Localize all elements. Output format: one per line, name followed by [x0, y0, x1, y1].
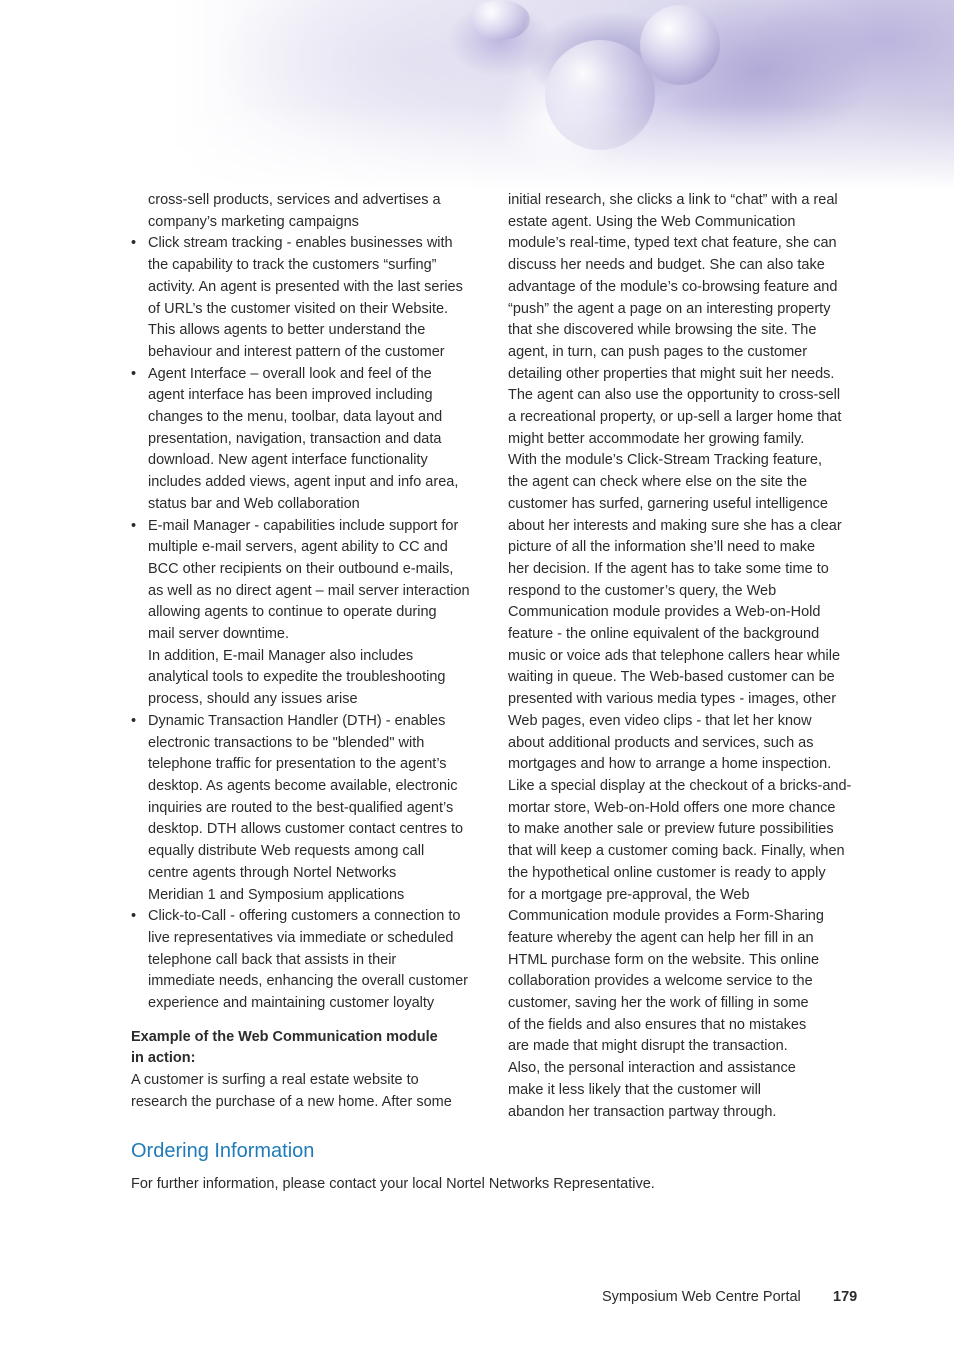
- body-text-line: the hypothetical online customer is ready to apply: [508, 864, 826, 881]
- bullet-marker: •: [131, 712, 137, 729]
- body-text-line: collaboration provides a welcome service to the: [508, 973, 813, 990]
- body-text-line: customer, saving her the work of filling in some: [508, 995, 809, 1012]
- header-decorative-image: [0, 0, 954, 190]
- bullet-marker: •: [131, 517, 137, 534]
- page-number: 179: [833, 1289, 858, 1305]
- bullet-item: [131, 233, 486, 363]
- example-heading: [131, 1027, 486, 1070]
- bullet-item: [131, 711, 486, 906]
- body-text-line: about her interests and making sure she has a clear: [508, 517, 842, 534]
- bullet-text-line: centre agents through Nortel Networks: [148, 864, 397, 881]
- text-line: cross-sell products, services and advertises a: [148, 192, 441, 208]
- bullet-first-line: [131, 711, 486, 733]
- body-text-line: music or voice ads that telephone callers hear while: [508, 647, 841, 664]
- body-text-line: her decision. If the agent has to take some time to: [508, 560, 829, 577]
- bullet-text-line: allowing agents to continue to operate during: [148, 604, 437, 621]
- bullet-first-line: [131, 364, 486, 386]
- left-column: [131, 190, 486, 1114]
- bullet-text-line: of URL’s the customer visited on their Website.: [148, 300, 449, 317]
- body-text-line: presented with various media types - images, other: [508, 691, 837, 708]
- body-text-line: might better accommodate her growing family.: [508, 430, 805, 447]
- body-text-line: Also, the personal interaction and assistance: [508, 1060, 796, 1077]
- bullet-text-line: behaviour and interest pattern of the customer: [148, 343, 445, 360]
- body-text-line: discuss her needs and budget. She can also take: [508, 257, 825, 274]
- continuation-text: [131, 190, 486, 233]
- footer-title: Symposium Web Centre Portal: [602, 1289, 801, 1305]
- body-text-line: customer has surfed, garnering useful intelligence: [508, 495, 828, 512]
- body-text-line: about additional products and services, such as: [508, 734, 814, 751]
- bullet-text-line: the capability to track the customers “surfing”: [148, 257, 437, 274]
- bullet-text-line: Meridian 1 and Symposium applications: [148, 886, 405, 903]
- body-text-line: Web pages, even video clips - that let her know: [508, 712, 812, 729]
- body-text-line: The agent can also use the opportunity to cross-sell: [508, 387, 841, 404]
- bullet-text-line: electronic transactions to be "blended" with: [148, 734, 425, 751]
- body-text-line: advantage of the module’s co-browsing feature and: [508, 278, 838, 295]
- bullet-text-line: analytical tools to expedite the troubleshooting: [148, 669, 446, 686]
- body-text-line: Communication module provides a Web-on-Hold: [508, 604, 821, 621]
- header-bubble-shape: [545, 40, 655, 150]
- body-text-line: estate agent. Using the Web Communication: [508, 213, 796, 230]
- bullet-text-line: immediate needs, enhancing the overall customer: [148, 973, 468, 990]
- bullet-first-line: [131, 906, 486, 928]
- example-paragraph: [131, 1070, 486, 1113]
- bullet-text-line: live representatives via immediate or scheduled: [148, 929, 454, 946]
- body-text-line: are made that might disrupt the transaction.: [508, 1038, 788, 1055]
- bullet-text-line: E-mail Manager - capabilities include support for: [148, 517, 459, 534]
- body-text-line: initial research, she clicks a link to “chat” with a real: [508, 192, 838, 208]
- bullet-text-line: process, should any issues arise: [148, 691, 358, 708]
- bullet-text-line: desktop. As agents become available, electronic: [148, 777, 458, 794]
- body-text-line: respond to the customer’s query, the Web: [508, 582, 777, 599]
- body-text-line: picture of all the information she’ll need to make: [508, 539, 816, 556]
- bullet-marker: •: [131, 235, 137, 252]
- text-line: company’s marketing campaigns: [148, 213, 359, 230]
- bullet-item: [131, 364, 486, 516]
- body-text-line: feature whereby the agent can help her fill in an: [508, 929, 814, 946]
- bullet-text-line: BCC other recipients on their outbound e-mails,: [148, 560, 454, 577]
- header-bubble-shape: [470, 0, 530, 40]
- bullet-text-line: Agent Interface – overall look and feel of the: [148, 365, 432, 382]
- body-text-line: abandon her transaction partway through.: [508, 1103, 777, 1120]
- bullet-text-line: equally distribute Web requests among call: [148, 843, 425, 860]
- header-bubble-shape: [640, 5, 720, 85]
- bullet-text-line: This allows agents to better understand the: [148, 322, 426, 339]
- bullet-text-line: In addition, E-mail Manager also includes: [148, 647, 414, 664]
- bullet-text-line: mail server downtime.: [148, 626, 290, 643]
- bullet-marker: •: [131, 908, 137, 925]
- body-text-line: a recreational property, or up-sell a larger home that: [508, 409, 842, 426]
- bullet-text-line: status bar and Web collaboration: [148, 495, 360, 512]
- body-text-line: mortgages and how to arrange a home inspection.: [508, 756, 832, 773]
- body-text-line: waiting in queue. The Web-based customer can be: [508, 669, 835, 686]
- body-text-line: of the fields and also ensures that no mistakes: [508, 1016, 807, 1033]
- body-text-line: that she discovered while browsing the site. The: [508, 322, 817, 339]
- bullet-text-line: includes added views, agent input and info area,: [148, 474, 459, 491]
- body-text-line: detailing other properties that might suit her needs.: [508, 365, 835, 382]
- bullet-text-line: Click-to-Call - offering customers a connection to: [148, 908, 461, 925]
- body-text-line: for a mortgage pre-approval, the Web: [508, 886, 750, 903]
- feature-bullet-list: [131, 233, 486, 1014]
- body-text-line: mortar store, Web-on-Hold offers one more chance: [508, 799, 836, 816]
- body-text-line: Like a special display at the checkout of a bricks-and-: [508, 777, 852, 794]
- bullet-item: [131, 906, 486, 1015]
- bullet-marker: •: [131, 365, 137, 382]
- bullet-text-line: multiple e-mail servers, agent ability to CC and: [148, 539, 448, 556]
- example-heading-line: in action:: [131, 1050, 196, 1067]
- example-text-line: A customer is surfing a real estate website to: [131, 1072, 419, 1089]
- bullet-text-line: activity. An agent is presented with the last series: [148, 278, 463, 295]
- bullet-text-line: download. New agent interface functionality: [148, 452, 428, 469]
- bullet-text-line: agent interface has been improved including: [148, 387, 433, 404]
- bullet-first-line: [131, 233, 486, 255]
- bullet-text-line: telephone traffic for presentation to the agent’s: [148, 756, 447, 773]
- body-text-line: make it less likely that the customer will: [508, 1081, 762, 1098]
- ordering-text: For further information, please contact your local Nortel Networks Representative.: [131, 1176, 655, 1192]
- bullet-text-line: telephone call back that assists in their: [148, 951, 397, 968]
- bullet-first-line: [131, 516, 486, 538]
- body-text-line: agent, in turn, can push pages to the customer: [508, 343, 808, 360]
- bullet-text-line: changes to the menu, toolbar, data layout and: [148, 409, 443, 426]
- body-text-line: “push” the agent a page on an interesting property: [508, 300, 831, 317]
- body-text-line: module’s real-time, typed text chat feature, she can: [508, 235, 837, 252]
- body-text-line: feature - the online equivalent of the background: [508, 626, 820, 643]
- body-text-line: HTML purchase form on the website. This online: [508, 951, 820, 968]
- body-text-line: that will keep a customer coming back. Finally, when: [508, 843, 845, 860]
- body-text-line: the agent can check where else on the site the: [508, 474, 808, 491]
- example-text-line: research the purchase of a new home. After some: [131, 1093, 452, 1110]
- body-text-line: With the module’s Click-Stream Tracking feature,: [508, 452, 823, 469]
- right-column: [508, 190, 863, 1123]
- bullet-text-line: Click stream tracking - enables businesses with: [148, 235, 453, 252]
- bullet-item: [131, 516, 486, 711]
- bullet-text-line: desktop. DTH allows customer contact centres to: [148, 821, 464, 838]
- bullet-text-line: inquiries are routed to the best-qualified agent’s: [148, 799, 454, 816]
- example-heading-line: Example of the Web Communication module: [131, 1028, 438, 1045]
- ordering-title: Ordering Information: [131, 1140, 315, 1162]
- bullet-text-line: Dynamic Transaction Handler (DTH) - enables: [148, 712, 446, 729]
- bullet-text-line: as well as no direct agent – mail server interaction: [148, 582, 470, 599]
- bullet-text-line: experience and maintaining customer loyalty: [148, 995, 435, 1012]
- bullet-text-line: presentation, navigation, transaction and data: [148, 430, 442, 447]
- body-text-line: Communication module provides a Form-Sharing: [508, 908, 824, 925]
- body-text-line: to make another sale or preview future possibilities: [508, 821, 834, 838]
